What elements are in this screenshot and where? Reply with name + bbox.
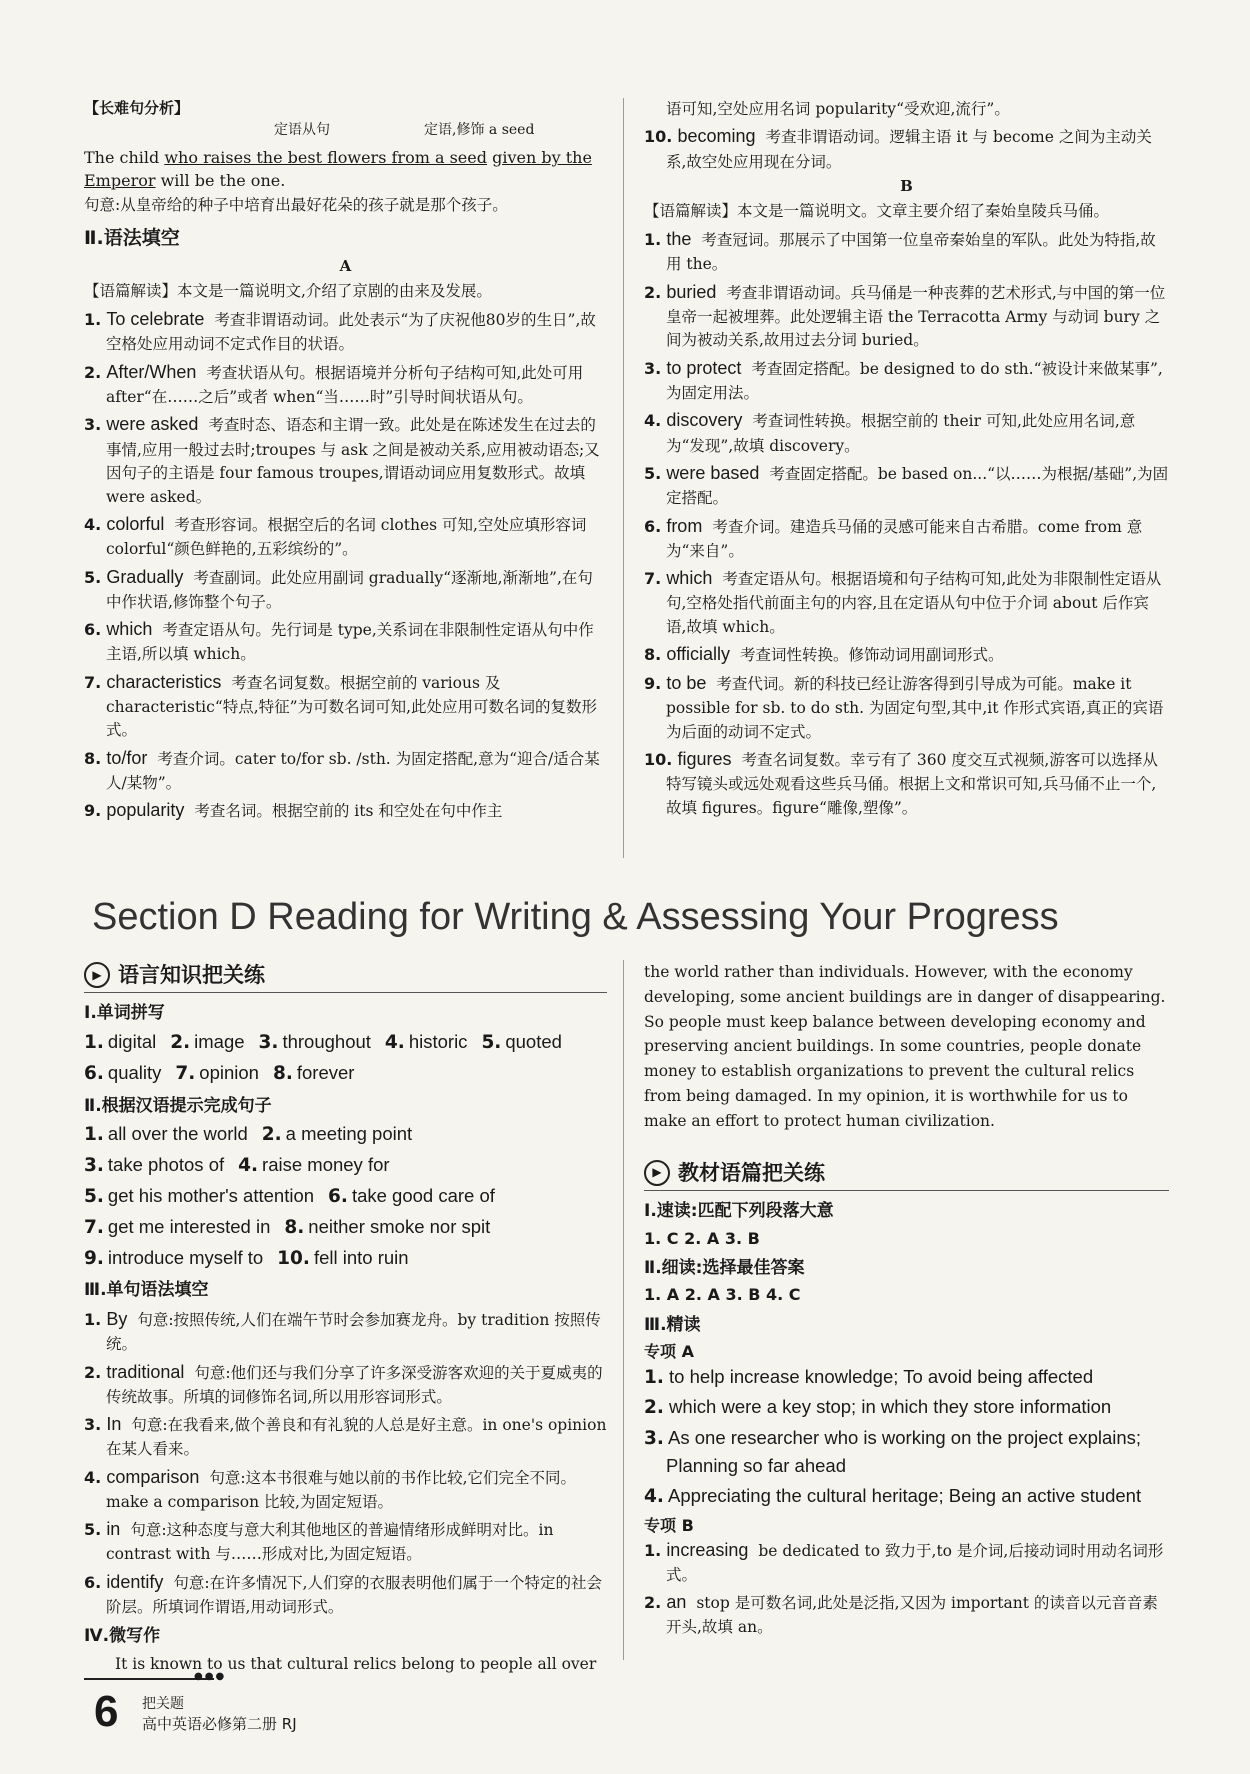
item-answer: comparison <box>106 1466 200 1487</box>
item-number: 6. <box>84 620 102 640</box>
item-number: 4. <box>238 1155 259 1177</box>
item-number: 3. <box>84 1155 104 1177</box>
item-number: 8. <box>644 645 662 665</box>
top-right-column <box>644 98 1169 822</box>
item-answer: to protect <box>666 357 742 378</box>
item-explanation: 考查副词。此处应用副词 gradually“逐渐地,渐渐地”,在句中作状语,修饰整个句子。 <box>106 568 593 611</box>
item-answer: to be <box>666 673 707 694</box>
answer-item <box>84 1569 607 1619</box>
item-answer: which <box>666 568 713 589</box>
item-number: 5. <box>84 567 102 587</box>
answer-item <box>644 1589 1169 1639</box>
item-answer: to/for <box>106 747 148 768</box>
answer-item <box>644 279 1169 352</box>
part-a-answers <box>84 306 607 823</box>
item-number: 6. <box>84 1062 104 1084</box>
word-spelling-heading: Ⅰ.单词拼写 <box>84 1003 165 1024</box>
item-explanation: 句意:在许多情况下,人们穿的衣服表明他们属于一个特定的社会阶层。所填词作谓语,用动词形式。 <box>106 1573 603 1616</box>
item-answer: Gradually <box>106 566 184 587</box>
continuation-text: 语可知,空处应用名词 popularity“受欢迎,流行”。 <box>666 100 1010 118</box>
item-number: 4. <box>84 514 102 534</box>
item-explanation: 考查定语从句。先行词是 type,关系词在非限制性定语从句中作主语,所以填 which。 <box>106 621 594 664</box>
item-number: 9. <box>644 674 662 694</box>
word-answer: quoted <box>505 1031 562 1053</box>
bottom-right-column <box>644 960 1169 1642</box>
part-a-intro: 【语篇解读】本文是一篇说明文,介绍了京剧的由来及发展。 <box>84 281 492 300</box>
item-explanation: 考查介词。建造兵马俑的灵感可能来自古希腊。come from 意为“来自”。 <box>666 517 1143 560</box>
item-explanation: stop 是可数名词,此处是泛指,又因为 important 的读音以元音音素开头,故填 an。 <box>666 1594 1158 1637</box>
item-number: 3. <box>644 1428 664 1450</box>
item-number: 4. <box>644 1485 664 1507</box>
phrase-row <box>84 1121 607 1149</box>
textbook-banner: ▶ 教材语篇把关练 <box>644 1158 1169 1191</box>
answer-item <box>84 745 607 795</box>
grammar-answers <box>84 1306 607 1618</box>
modifier-underline: given by the Emperor <box>84 147 592 190</box>
phrase-row <box>84 1152 607 1180</box>
arrow-right-icon: ▶ <box>644 1160 670 1186</box>
sub-a-answers <box>644 1364 1169 1511</box>
answer-item <box>84 564 607 614</box>
item-explanation: 考查词性转换。修饰动词用副词形式。 <box>740 646 1004 665</box>
item-answer: popularity <box>106 800 185 821</box>
word-answer: digital <box>107 1031 157 1053</box>
item-answer: After/When <box>106 361 197 382</box>
item-explanation: 考查词性转换。根据空前的 their 可知,此处应用名词,意为“发现”,故填 discovery。 <box>666 412 1136 455</box>
item-explanation: 考查非谓语动词。兵马俑是一种丧葬的艺术形式,与中国的第一位皇帝一起被埋葬。此处逻辑主语 the Terracotta Army 与动词 bury 之间为被动关系,故用过去分词 buried。 <box>666 283 1166 350</box>
item-explanation: 考查固定搭配。be based on...“以……为根据/基础”,为固定搭配。 <box>666 464 1169 508</box>
item-explanation: be dedicated to 致力于,to 是介词,后接动词时用动名词形式。 <box>666 1541 1164 1584</box>
answer-item <box>644 670 1169 743</box>
item-number: 2. <box>261 1124 282 1146</box>
item-answer: By <box>106 1309 128 1330</box>
phrase-answer: all over the world <box>107 1123 248 1145</box>
long-sentence: The child who raises the best flowers from a seed given by the Emperor will be the one. <box>84 147 592 190</box>
item-number: 1. <box>644 1540 662 1560</box>
answer-item <box>644 641 1169 667</box>
answer-item <box>644 407 1169 457</box>
word-answer: quality <box>107 1061 162 1083</box>
skim-answers: 1. C 2. A 3. B <box>644 1228 760 1248</box>
part-b-intro: 【语篇解读】本文是一篇说明文。文章主要介绍了秦始皇陵兵马俑。 <box>644 201 1110 220</box>
item-number: 8. <box>284 1216 305 1238</box>
answer-item <box>84 359 607 409</box>
skim-heading: Ⅰ.速读:匹配下列段落大意 <box>644 1201 834 1222</box>
answer-item <box>644 565 1169 638</box>
item-number: 5. <box>644 463 662 483</box>
grammar-single-heading: Ⅲ.单句语法填空 <box>84 1280 209 1301</box>
phrase-rows <box>84 1121 607 1272</box>
arrow-right-icon: ▶ <box>84 962 110 988</box>
part-a-label: A <box>339 257 352 276</box>
item-number: 2. <box>644 1593 662 1613</box>
word-row-1 <box>84 1029 607 1057</box>
item-explanation: 考查名词。根据空前的 its 和空处在句中作主 <box>194 802 503 821</box>
item-explanation: 考查名词复数。根据空前的 various 及 characteristic“特点,特征”为可数名词可知,此处应用可数名词的复数形式。 <box>106 673 598 740</box>
item-explanation: 考查介词。cater to/for sb. /sth. 为固定搭配,意为“迎合/适合某人/某物”。 <box>106 749 600 792</box>
item-explanation: 考查时态、语态和主谓一致。此处是在陈述发生在过去的事情,应用一般过去时;troupes 与 ask 之间是被动关系,应用被动语态;又因句子的主语是 four famous troupes,谓语动词应用复数形式。故填 were asked。 <box>106 416 600 506</box>
item-number: 6. <box>644 516 662 536</box>
item-number: 3. <box>84 415 102 435</box>
section-title: Section D Reading for Writing & Assessing Your Progress <box>92 896 1059 938</box>
item-explanation: 考查形容词。根据空后的名词 clothes 可知,空处应填形容词 colorful“颜色鲜艳的,五彩缤纷的”。 <box>106 515 587 559</box>
column-divider-top <box>623 98 624 858</box>
answer-item <box>644 1394 1169 1422</box>
answer-item <box>84 1464 607 1514</box>
intensive-heading: Ⅲ.精读 <box>644 1314 701 1335</box>
answer-item <box>84 1359 607 1409</box>
item-explanation: 考查代词。新的科技已经让游客得到引导成为可能。make it possible for sb. to do sth. 为固定句型,其中,it 作形式宾语,真正的宾语为后面的动词不定式。 <box>666 675 1164 741</box>
item-answer: discovery <box>666 410 743 431</box>
item-number: 10. <box>277 1247 310 1269</box>
item-answer: traditional <box>106 1361 185 1382</box>
answer-item <box>644 226 1169 276</box>
writing-start: It is known to us that cultural relics belong to people all over <box>115 1655 597 1674</box>
phrase-answer: take photos of <box>107 1154 225 1176</box>
bottom-left-column <box>84 960 607 1676</box>
phrase-answer: introduce myself to <box>107 1246 264 1268</box>
analysis-label: 【长难句分析】 <box>84 99 190 117</box>
phrase-row <box>84 1245 607 1273</box>
item-answer: buried <box>666 281 717 302</box>
answer-item <box>84 797 607 823</box>
clause-underline: who raises the best flowers from a seed <box>164 147 487 167</box>
item-answer: identify <box>106 1571 164 1592</box>
item-number: 4. <box>644 411 662 431</box>
item-number: 2. <box>644 282 662 302</box>
sentence-meaning: 句意:从皇帝给的种子中培育出最好花朵的孩子就是那个孩子。 <box>84 196 508 215</box>
word-answer: historic <box>408 1031 468 1053</box>
phrase-answer: take good care of <box>351 1184 495 1206</box>
item-number: 6. <box>328 1185 348 1207</box>
item-number: 1. <box>84 310 102 330</box>
item-answer: officially <box>666 644 731 665</box>
answer-item <box>84 616 607 666</box>
item-number: 2. <box>170 1032 191 1054</box>
item-answer: As one researcher who is working on the project explains; Planning so far ahead <box>666 1427 1142 1476</box>
part-b-answers <box>644 226 1169 819</box>
item-number: 3. <box>84 1415 102 1435</box>
item-number: 10. <box>644 750 673 770</box>
answer-item: 10. becoming 考查非谓语动词。逻辑主语 it 与 become 之间为主动关系,故空处应用现在分词。 <box>644 126 1152 171</box>
top-left-column <box>84 98 607 826</box>
item-explanation: 考查非谓语动词。此处表示“为了庆祝他80岁的生日”,故空格处应用动词不定式作目的状语。 <box>106 311 596 354</box>
word-answer: opinion <box>199 1061 259 1083</box>
item-answer: in <box>106 1519 121 1540</box>
scan-heading: Ⅱ.细读:选择最佳答案 <box>644 1257 805 1278</box>
item-number: 1. <box>84 1124 104 1146</box>
item-number: 1. <box>644 230 662 250</box>
answer-item <box>84 669 607 742</box>
item-number: 4. <box>84 1467 102 1487</box>
answer-item <box>644 355 1169 405</box>
item-explanation: 句意:这种态度与意大利其他地区的普遍情绪形成鲜明对比。in contrast with 与……形成对比,为固定短语。 <box>106 1521 554 1564</box>
phrase-answer: a meeting point <box>285 1123 413 1145</box>
answer-item <box>84 511 607 561</box>
item-answer: which <box>106 619 153 640</box>
column-divider-bottom <box>623 960 624 1660</box>
item-answer: to help increase knowledge; To avoid being affected <box>669 1365 1094 1387</box>
answer-item <box>84 1306 607 1356</box>
word-answer: image <box>194 1031 245 1053</box>
phrase-answer: raise money for <box>262 1154 390 1176</box>
item-number: 8. <box>84 748 102 768</box>
sentence-labels <box>84 120 607 140</box>
word-answer: throughout <box>282 1031 371 1053</box>
language-knowledge-banner: ▶ 语言知识把关练 <box>84 960 607 993</box>
item-number: 4. <box>384 1032 405 1054</box>
answer-item <box>644 460 1169 510</box>
footer-book: 高中英语必修第二册 RJ <box>142 1715 297 1733</box>
item-answer: an <box>666 1592 687 1613</box>
answer-item <box>644 1483 1169 1511</box>
item-number: 6. <box>84 1572 102 1592</box>
item-explanation: 考查冠词。那展示了中国第一位皇帝秦始皇的军队。此处为特指,故用 the。 <box>666 231 1156 274</box>
answer-item <box>644 746 1169 819</box>
item-explanation: 句意:在我看来,做个善良和有礼貌的人总是好主意。in one's opinion 在某人看来。 <box>106 1416 607 1459</box>
grammar-fill-heading: Ⅱ.语法填空 <box>84 226 180 249</box>
item-explanation: 句意:他们还与我们分享了许多深受游客欢迎的关于夏威夷的传统故事。所填的词修饰名词,所以用形容词形式。 <box>106 1363 603 1406</box>
item-number: 2. <box>84 362 102 382</box>
sub-b-label: 专项 B <box>644 1515 694 1535</box>
page-number: 6 <box>94 1687 119 1736</box>
item-number: 3. <box>644 358 662 378</box>
item-explanation: 句意:这本书很难与她以前的书作比较,它们完全不同。make a comparison 比较,为固定短语。 <box>106 1468 577 1511</box>
item-number: 1. <box>644 1366 664 1388</box>
item-number: 5. <box>84 1185 104 1207</box>
item-explanation: 考查定语从句。根据语境和句子结构可知,此处为非限制性定语从句,空格处指代前面主句的内容,且在定语从句中位于介词 about 后作宾语,故填 which。 <box>666 570 1162 636</box>
sub-a-label: 专项 A <box>644 1342 694 1362</box>
label-modifier: 定语,修饰 a seed <box>424 121 535 138</box>
item-number: 2. <box>644 1397 664 1419</box>
item-number: 1. <box>84 1032 104 1054</box>
micro-writing-heading: Ⅳ.微写作 <box>84 1626 161 1647</box>
phrase-row <box>84 1183 607 1211</box>
item-answer: characteristics <box>106 671 222 692</box>
item-number: 7. <box>644 569 662 589</box>
answer-item <box>644 513 1169 563</box>
sentence-completion-heading: Ⅱ.根据汉语提示完成句子 <box>84 1095 272 1116</box>
phrase-answer: fell into ruin <box>313 1246 409 1268</box>
item-number: 9. <box>84 801 102 821</box>
scan-answers: 1. A 2. A 3. B 4. C <box>644 1285 801 1305</box>
item-number: 5. <box>481 1032 502 1054</box>
item-number: 7. <box>84 1216 104 1238</box>
item-number: 7. <box>175 1062 196 1084</box>
item-explanation: 句意:按照传统,人们在端午节时会参加赛龙舟。by tradition 按照传统。 <box>106 1311 601 1354</box>
item-answer: were based <box>666 462 760 483</box>
label-attributive-clause: 定语从句 <box>274 121 330 138</box>
item-answer: were asked <box>106 414 199 435</box>
phrase-answer: get his mother's attention <box>107 1184 315 1206</box>
item-number: 1. <box>84 1310 102 1330</box>
answer-item <box>644 1425 1169 1480</box>
answer-item <box>84 306 607 356</box>
answer-item <box>84 1411 607 1461</box>
part-b-label: B <box>900 177 913 196</box>
word-row-2 <box>84 1060 607 1088</box>
item-answer: In <box>106 1414 122 1435</box>
word-answer: forever <box>296 1061 355 1083</box>
sub-b-answers <box>644 1537 1169 1639</box>
phrase-answer: neither smoke nor spit <box>308 1215 491 1237</box>
item-answer: from <box>666 515 703 536</box>
footer-dots: ●●● <box>194 1671 227 1682</box>
item-answer: the <box>666 229 692 250</box>
item-explanation: 考查状语从句。根据语境并分析句子结构可知,此处可用 after“在……之后”或者 when“当……时”引导时间状语从句。 <box>106 363 584 407</box>
item-explanation: 考查名词复数。幸亏有了 360 度交互式视频,游客可以选择从特写镜头或远处观看这些兵马俑。根据上文和常识可知,兵马俑不止一个,故填 figures。figure“雕像,塑像”。 <box>666 751 1158 817</box>
item-answer: increasing <box>666 1539 749 1560</box>
phrase-row <box>84 1214 607 1242</box>
item-number: 7. <box>84 672 102 692</box>
answer-item <box>644 1364 1169 1392</box>
item-answer: colorful <box>106 513 165 534</box>
item-answer: To celebrate <box>106 309 205 330</box>
item-number: 5. <box>84 1520 102 1540</box>
answer-item <box>84 1516 607 1566</box>
item-number: 2. <box>84 1362 102 1382</box>
answer-item <box>84 411 607 508</box>
item-answer: Appreciating the cultural heritage; Being an active student <box>668 1484 1142 1506</box>
item-answer: which were a key stop; in which they store information <box>669 1396 1112 1418</box>
writing-continuation: the world rather than individuals. However, with the economy developing, some ancient buildings are in danger of disappearing. So people must keep balance between developing economy and preserving ancient buildings. In some countries, people donate money to establish organizations to prevent the cultural relics from being damaged. In my opinion, it is worthwhile for us to make an effort to protect human civilization. <box>644 963 1166 1130</box>
item-explanation: 考查固定搭配。be designed to do sth.“被设计来做某事”,为固定用法。 <box>666 359 1163 402</box>
item-number: 3. <box>258 1032 279 1054</box>
item-number: 9. <box>84 1247 104 1269</box>
item-number: 8. <box>272 1062 293 1084</box>
answer-item <box>644 1537 1169 1587</box>
footer-series: 把关题 <box>142 1696 184 1712</box>
item-answer: figures <box>677 749 732 770</box>
phrase-answer: get me interested in <box>107 1215 271 1237</box>
